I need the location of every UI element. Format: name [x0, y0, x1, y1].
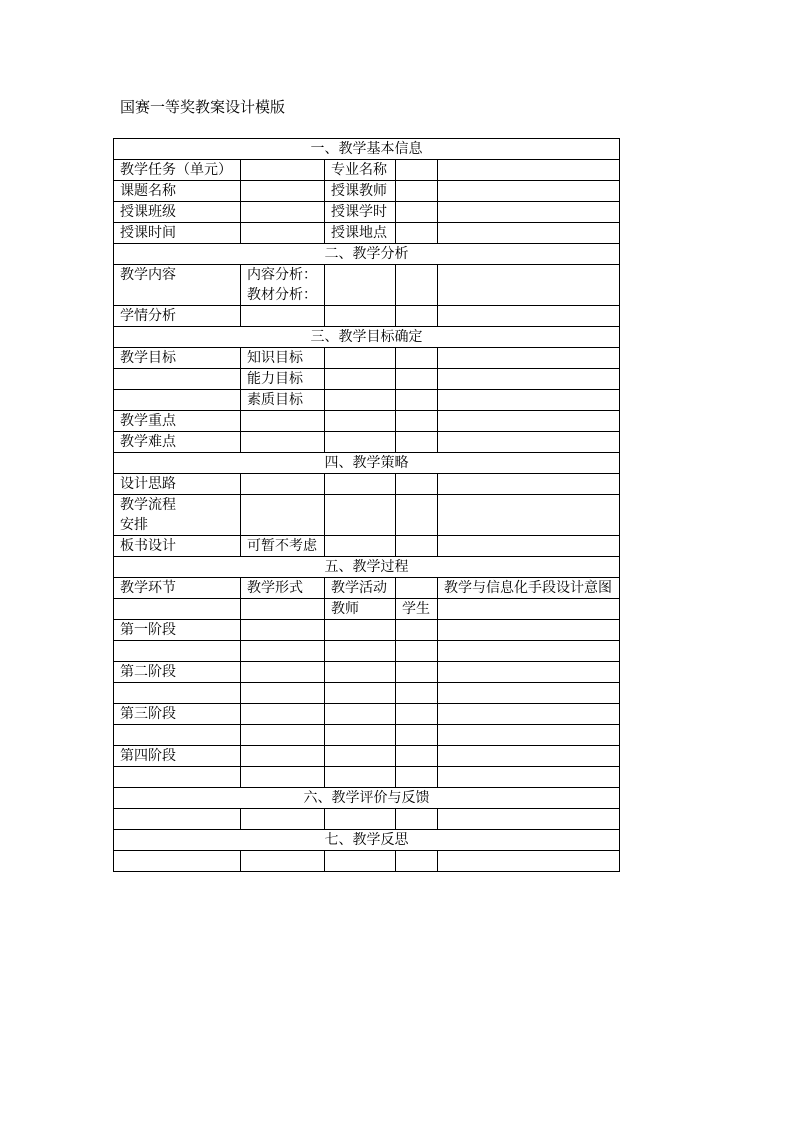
table-row — [114, 851, 620, 872]
field-value[interactable] — [438, 746, 620, 767]
field-value[interactable] — [325, 369, 396, 390]
field-value[interactable] — [241, 411, 325, 432]
table-row — [114, 265, 620, 306]
column-header: 教学形式 — [241, 578, 325, 599]
field-value[interactable] — [325, 536, 396, 557]
field-value[interactable] — [241, 223, 325, 244]
field-value[interactable] — [241, 432, 325, 453]
field-value[interactable] — [396, 851, 438, 872]
field-value[interactable] — [396, 683, 438, 704]
field-value[interactable] — [241, 620, 325, 641]
field-label: 授课学时 — [325, 202, 396, 223]
field-value[interactable] — [438, 809, 620, 830]
section-row-evaluation — [114, 788, 620, 809]
field-value[interactable] — [325, 851, 396, 872]
table-row — [114, 390, 620, 411]
field-value[interactable] — [438, 202, 620, 223]
field-value[interactable] — [396, 223, 438, 244]
table-row — [114, 202, 620, 223]
field-value[interactable] — [396, 495, 438, 536]
field-value — [438, 599, 620, 620]
field-value[interactable] — [241, 160, 325, 181]
field-value[interactable] — [325, 746, 396, 767]
table-row — [114, 474, 620, 495]
field-value[interactable] — [114, 809, 241, 830]
field-value[interactable] — [241, 851, 325, 872]
field-note: 可暂不考虑 — [241, 536, 325, 557]
stage-label: 第二阶段 — [114, 662, 241, 683]
field-value[interactable] — [396, 725, 438, 746]
field-label: 教学任务（单元） — [114, 160, 241, 181]
field-value[interactable] — [396, 181, 438, 202]
section-row-objectives — [114, 327, 620, 348]
section-row-basic-info — [114, 139, 620, 160]
field-value[interactable] — [114, 725, 241, 746]
table-row — [114, 662, 620, 683]
section-row-reflection — [114, 830, 620, 851]
flow-label-cell — [114, 495, 241, 536]
field-value[interactable] — [325, 725, 396, 746]
field-value[interactable] — [396, 536, 438, 557]
section-heading: 二、教学分析 — [114, 244, 620, 265]
field-value[interactable] — [438, 474, 620, 495]
section-row-process — [114, 557, 620, 578]
column-subheader: 教师 — [325, 599, 396, 620]
field-label: 授课班级 — [114, 202, 241, 223]
field-label: 教学内容 — [114, 265, 241, 306]
field-value[interactable] — [241, 306, 325, 327]
table-row — [114, 181, 620, 202]
section-heading: 七、教学反思 — [114, 830, 620, 851]
field-sublabel: 内容分析： — [247, 267, 317, 283]
field-value[interactable] — [396, 746, 438, 767]
field-value[interactable] — [396, 767, 438, 788]
field-value[interactable] — [241, 767, 325, 788]
section-heading: 六、教学评价与反馈 — [114, 788, 620, 809]
field-value[interactable] — [114, 851, 241, 872]
field-value[interactable] — [438, 767, 620, 788]
table-row — [114, 704, 620, 725]
field-value[interactable] — [396, 432, 438, 453]
section-heading: 四、教学策略 — [114, 453, 620, 474]
column-header: 教学活动 — [325, 578, 396, 599]
field-value — [114, 390, 241, 411]
stage-label: 第三阶段 — [114, 704, 241, 725]
field-value[interactable] — [438, 536, 620, 557]
field-value[interactable] — [438, 641, 620, 662]
field-value[interactable] — [241, 641, 325, 662]
field-value[interactable] — [396, 160, 438, 181]
field-value[interactable] — [438, 620, 620, 641]
field-value[interactable] — [396, 809, 438, 830]
field-value[interactable] — [325, 474, 396, 495]
field-sublabel: 能力目标 — [241, 369, 325, 390]
field-value[interactable] — [438, 495, 620, 536]
field-value[interactable] — [325, 809, 396, 830]
table-row — [114, 746, 620, 767]
stage-label: 第四阶段 — [114, 746, 241, 767]
lesson-plan-table — [113, 138, 620, 872]
field-value — [114, 369, 241, 390]
field-value[interactable] — [396, 348, 438, 369]
field-sublabel: 知识目标 — [241, 348, 325, 369]
table-row — [114, 725, 620, 746]
table-subheader-row — [114, 599, 620, 620]
field-label: 专业名称 — [325, 160, 396, 181]
field-value[interactable] — [438, 662, 620, 683]
table-row — [114, 411, 620, 432]
column-header: 教学与信息化手段设计意图 — [438, 578, 620, 599]
field-value[interactable] — [325, 641, 396, 662]
field-value[interactable] — [114, 767, 241, 788]
field-value[interactable] — [396, 474, 438, 495]
field-value[interactable] — [438, 851, 620, 872]
field-value[interactable] — [396, 704, 438, 725]
field-label: 教学流程 — [120, 497, 176, 513]
field-value — [114, 599, 241, 620]
section-heading: 三、教学目标确定 — [114, 327, 620, 348]
field-value[interactable] — [325, 767, 396, 788]
field-label: 设计思路 — [114, 474, 241, 495]
field-value[interactable] — [241, 662, 325, 683]
field-label: 课题名称 — [114, 181, 241, 202]
section-heading: 五、教学过程 — [114, 557, 620, 578]
table-row — [114, 809, 620, 830]
table-row — [114, 495, 620, 536]
field-label: 教学目标 — [114, 348, 241, 369]
document-title: 国赛一等奖教案设计模版 — [120, 98, 286, 116]
field-value[interactable] — [325, 306, 396, 327]
field-value[interactable] — [396, 369, 438, 390]
field-value[interactable] — [241, 181, 325, 202]
field-value[interactable] — [325, 348, 396, 369]
table-row — [114, 306, 620, 327]
field-value[interactable] — [241, 683, 325, 704]
field-value[interactable] — [396, 390, 438, 411]
field-value[interactable] — [241, 746, 325, 767]
table-row — [114, 641, 620, 662]
table-row — [114, 767, 620, 788]
field-sublabel: 素质目标 — [241, 390, 325, 411]
field-value[interactable] — [438, 160, 620, 181]
column-subheader: 学生 — [396, 599, 438, 620]
field-value — [241, 599, 325, 620]
field-value — [396, 578, 438, 599]
field-value[interactable] — [241, 725, 325, 746]
field-label: 学情分析 — [114, 306, 241, 327]
field-value[interactable] — [396, 620, 438, 641]
field-value[interactable] — [396, 202, 438, 223]
field-label: 安排 — [120, 517, 148, 533]
field-value[interactable] — [325, 495, 396, 536]
field-label: 教学重点 — [114, 411, 241, 432]
table-row — [114, 432, 620, 453]
field-label: 教学难点 — [114, 432, 241, 453]
table-row — [114, 223, 620, 244]
field-value[interactable] — [438, 432, 620, 453]
field-value[interactable] — [438, 223, 620, 244]
field-label: 板书设计 — [114, 536, 241, 557]
table-row — [114, 536, 620, 557]
field-value[interactable] — [325, 662, 396, 683]
field-value[interactable] — [325, 411, 396, 432]
field-value[interactable] — [438, 411, 620, 432]
field-value[interactable] — [325, 265, 396, 306]
field-value[interactable] — [241, 704, 325, 725]
field-value[interactable] — [438, 348, 620, 369]
field-value[interactable] — [438, 265, 620, 306]
field-value[interactable] — [438, 725, 620, 746]
field-value[interactable] — [241, 809, 325, 830]
field-value[interactable] — [396, 306, 438, 327]
section-row-strategy — [114, 453, 620, 474]
field-value[interactable] — [325, 683, 396, 704]
field-value[interactable] — [396, 411, 438, 432]
field-value[interactable] — [114, 683, 241, 704]
field-value[interactable] — [325, 620, 396, 641]
stage-label: 第一阶段 — [114, 620, 241, 641]
field-value[interactable] — [325, 390, 396, 411]
table-row — [114, 348, 620, 369]
field-value[interactable] — [438, 683, 620, 704]
field-label: 授课地点 — [325, 223, 396, 244]
field-value[interactable] — [438, 306, 620, 327]
field-value[interactable] — [438, 181, 620, 202]
field-value[interactable] — [241, 495, 325, 536]
field-value[interactable] — [396, 641, 438, 662]
field-value[interactable] — [438, 704, 620, 725]
section-heading: 一、教学基本信息 — [114, 139, 620, 160]
column-header: 教学环节 — [114, 578, 241, 599]
field-value[interactable] — [114, 641, 241, 662]
field-value[interactable] — [241, 474, 325, 495]
field-value[interactable] — [241, 202, 325, 223]
field-label: 授课教师 — [325, 181, 396, 202]
table-header-row — [114, 578, 620, 599]
table-row — [114, 683, 620, 704]
table-row — [114, 160, 620, 181]
field-value[interactable] — [396, 662, 438, 683]
field-value[interactable] — [438, 369, 620, 390]
field-sublabel: 教材分析： — [247, 287, 317, 303]
table-row — [114, 369, 620, 390]
content-analysis-cell — [241, 265, 325, 306]
field-value[interactable] — [325, 432, 396, 453]
field-value[interactable] — [325, 704, 396, 725]
field-label: 授课时间 — [114, 223, 241, 244]
field-value[interactable] — [438, 390, 620, 411]
field-value[interactable] — [396, 265, 438, 306]
table-row — [114, 620, 620, 641]
section-row-analysis — [114, 244, 620, 265]
